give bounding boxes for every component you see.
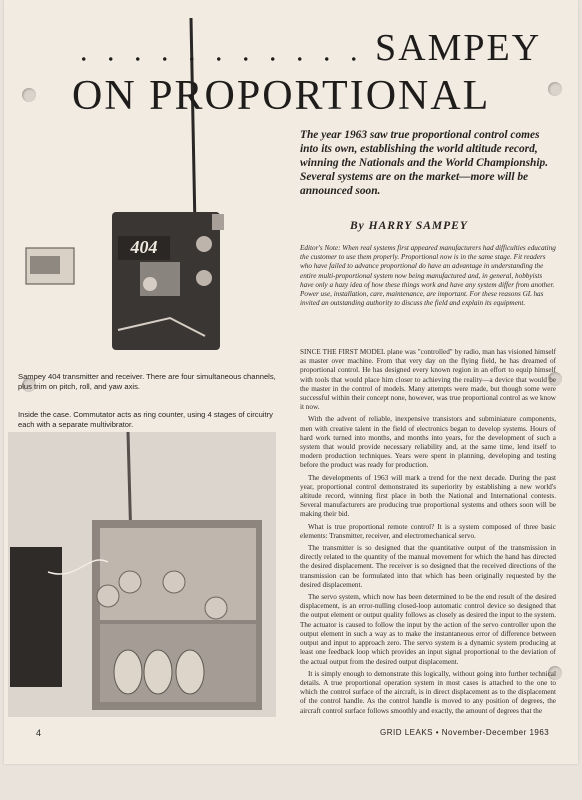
issue-footer: GRID LEAKS • November-December 1963 xyxy=(380,728,550,737)
title-dots: . . . . . . . . . . . xyxy=(80,34,364,68)
antenna-mount xyxy=(212,214,224,230)
trim-knob-top xyxy=(196,236,212,252)
component-coil-2 xyxy=(119,571,141,593)
interior-photo xyxy=(8,432,276,717)
component-coil-3 xyxy=(163,571,185,593)
component-coil-4 xyxy=(205,597,227,619)
body-paragraph: The transmitter is so designed that the quantitative output of the transmission in directly related to the quantity of the manual movement for which the hand has directed the desired displacement. The receiver is so designed that the received directions of the transmission can be formulated into that which has been originally requested by the desired displacement. xyxy=(300,544,556,589)
transmitter-label: 404 xyxy=(130,237,158,257)
byline: By HARRY SAMPEY xyxy=(350,220,468,232)
battery-2 xyxy=(144,650,172,694)
photo-caption-interior: Inside the case. Commutator acts as ring counter, using 4 stages of circuitry each with a separate multivibrator. xyxy=(18,410,273,429)
intro-blurb: The year 1963 saw true proportional control comes into its own, establishing the world altitude record, winning the Nationals and the World Championship. Several systems are on the market—more will be announced soon. xyxy=(300,129,549,197)
page-number: 4 xyxy=(36,728,42,738)
article-body xyxy=(300,348,556,743)
trim-knob-mid xyxy=(196,270,212,286)
editors-note: Editor's Note: When real systems first appeared manufacturers had difficulties educating the customer to use them properly. Proportional now is in the same stage. Fit readers who have failed to advance proportional do have an advantage in understanding the entire multi-proportional system now being manufactured and, in general, hobbyists have only a hazy idea of how these things work and have any system differ from another. Power use, installation, care, maintenance, are important. For these reasons GL has invited an outstanding authority to discuss the field and explain its equipment. xyxy=(300,244,556,308)
body-paragraph: The servo system, which now has been determined to be the end result of the desired displacement, is an error-nulling closed-loop automatic control device so designed that the output element or output quality follows as closely as desired the input to the system. The actuator is caused to follow the input by the action of the servo controller upon the output element in such a way as to make the instantaneous error of difference between output and input to approach zero. The servo system is a dynamic system producing at least one feedback loop which provides an input signal proportional to the deviation of the actual output from the desired output displacement. xyxy=(300,593,556,666)
component-coil-1 xyxy=(97,585,119,607)
page-title-line1 xyxy=(80,26,550,70)
body-paragraph: With the advent of reliable, inexpensive transistors and subminiature components, men with creative talent in the field of electronics began to develop systems. Hours of hard work turned into months, and months into years, for the development of such a system that would provide necessary reliability and, at the same time, lend itself to modern production techniques. Years were spent in planning, developing and testing before the product was ready for production. xyxy=(300,415,556,470)
title-word-sampey: SAMPEY xyxy=(375,27,542,69)
body-paragraph: It is simply enough to demonstrate this logically, without going into further technical details. A true proportional operation system in most cases is attached to the one to which the control surface of the aircraft, is in direct displacement as to the displacement of the control handle. As the control handle is moved to any position of degrees, the aircraft control surface follows smoothly and exactly, the amount of degrees that the xyxy=(300,669,556,715)
photo-caption-transmitter: Sampey 404 transmitter and receiver. There are four simultaneous channels, plus trim on pitch, roll, and yaw axis. xyxy=(18,372,276,391)
stick-knob xyxy=(143,277,157,291)
battery-1 xyxy=(114,650,142,694)
page-title-line2: ON PROPORTIONAL xyxy=(72,73,491,119)
interior-photo-drawing xyxy=(8,432,276,717)
receiver-window xyxy=(30,256,60,274)
battery-3 xyxy=(176,650,204,694)
body-paragraph: SINCE THE FIRST MODEL plane was "controlled" by radio, man has visioned himself as master over machine. From that very day on the flying field, he has dreamed of proportional control. He has designed every known region in an effort to equip himself with tools that would place him closer to achieving the reality—a device that would be the master in the control of models. Many attempts were made, but though some were successful within their concept none, however, was true proportional control as we know it now. xyxy=(300,348,556,412)
body-paragraph: The developments of 1963 will mark a trend for the next decade. During the past year, proportional control demonstrated its superiority by establishing a new world's altitude record, winning first place in both the National and International contests. Several manufacturers are producing true proportional systems and others soon will be making their bid. xyxy=(300,473,556,519)
body-paragraph: What is true proportional remote control? It is a system composed of three basic elements: Transmitter, receiver, and electromechanical servo. xyxy=(300,522,556,540)
case-lid xyxy=(10,547,62,687)
